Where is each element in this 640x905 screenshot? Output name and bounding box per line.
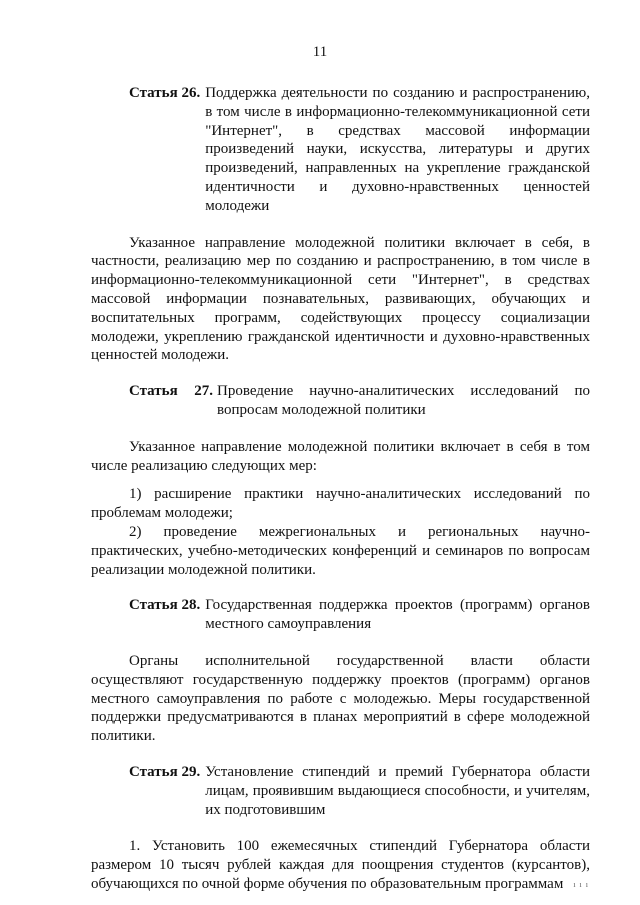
article-28-title: Государственная поддержка проектов (программ) органов местного самоуправления	[205, 597, 590, 633]
article-27-list-item-1: 1) расширение практики научно-аналитических исследований по проблемам молодежи;	[91, 486, 590, 522]
article-28-paragraph-1: Органы исполнительной государственной власти области осуществляют государственную поддержку проектов (программ) органов местного самоуправления по работе с молодежью. Меры государственной поддержки предусматриваются в планах мероприятий в сфере молодежной политики.	[91, 652, 590, 745]
corner-mark: ı ı ı	[573, 880, 589, 889]
article-26-title: Поддержка деятельности по созданию и распространению, в том числе в информационно-телекоммуникационной сети "Интернет", в средствах массовой информации произведений науки, искусства, литературы и других произведений, направленных на укрепление гражданской идентичности и духовно-нравственных ценностей молодежи	[205, 85, 590, 214]
article-27-paragraph-1: Указанное направление молодежной политики включает в себя в том числе реализацию следующих мер:	[91, 438, 590, 474]
article-27-list-item-2: 2) проведение межрегиональных и региональных научно-практических, учебно-методических конференций и семинаров по вопросам реализации молодежной политики.	[91, 523, 590, 578]
article-26-heading	[129, 84, 590, 216]
article-28-heading	[129, 596, 590, 634]
article-28-label: Статья 28.	[129, 597, 201, 614]
page-number: 11	[312, 44, 328, 60]
article-27-title: Проведение научно-аналитических исследований по вопросам молодежной политики	[217, 383, 590, 418]
article-26-label: Статья 26.	[129, 85, 201, 101]
article-29-title: Установление стипендий и премий Губернатора области лицам, проявившим выдающиеся способности, и учителям, их подготовившим	[205, 763, 590, 818]
article-29-heading	[129, 763, 590, 819]
document-body	[91, 84, 590, 894]
article-27-heading	[129, 382, 590, 420]
article-27-label-word: Статья	[129, 383, 178, 400]
article-26-paragraph-1: Указанное направление молодежной политики включает в себя, в частности, реализацию мер по созданию и распространению, в том числе в информационно-телекоммуникационной сети "Интернет", в средствах массовой информации познавательных, развивающих, обучающих и воспитательных программ, содействующих процессу социализации молодежи, укреплению гражданской идентичности и духовно-нравственных ценностей молодежи.	[91, 234, 590, 364]
article-29-paragraph-1: 1. Установить 100 ежемесячных стипендий Губернатора области размером 10 тысяч рублей каждая для поощрения студентов (курсантов), обучающихся по очной форме обучения по образовательным программам	[91, 838, 590, 892]
article-27-label-number: 27.	[194, 383, 213, 400]
article-27-label	[129, 382, 217, 420]
article-29-label: Статья 29.	[129, 763, 201, 780]
